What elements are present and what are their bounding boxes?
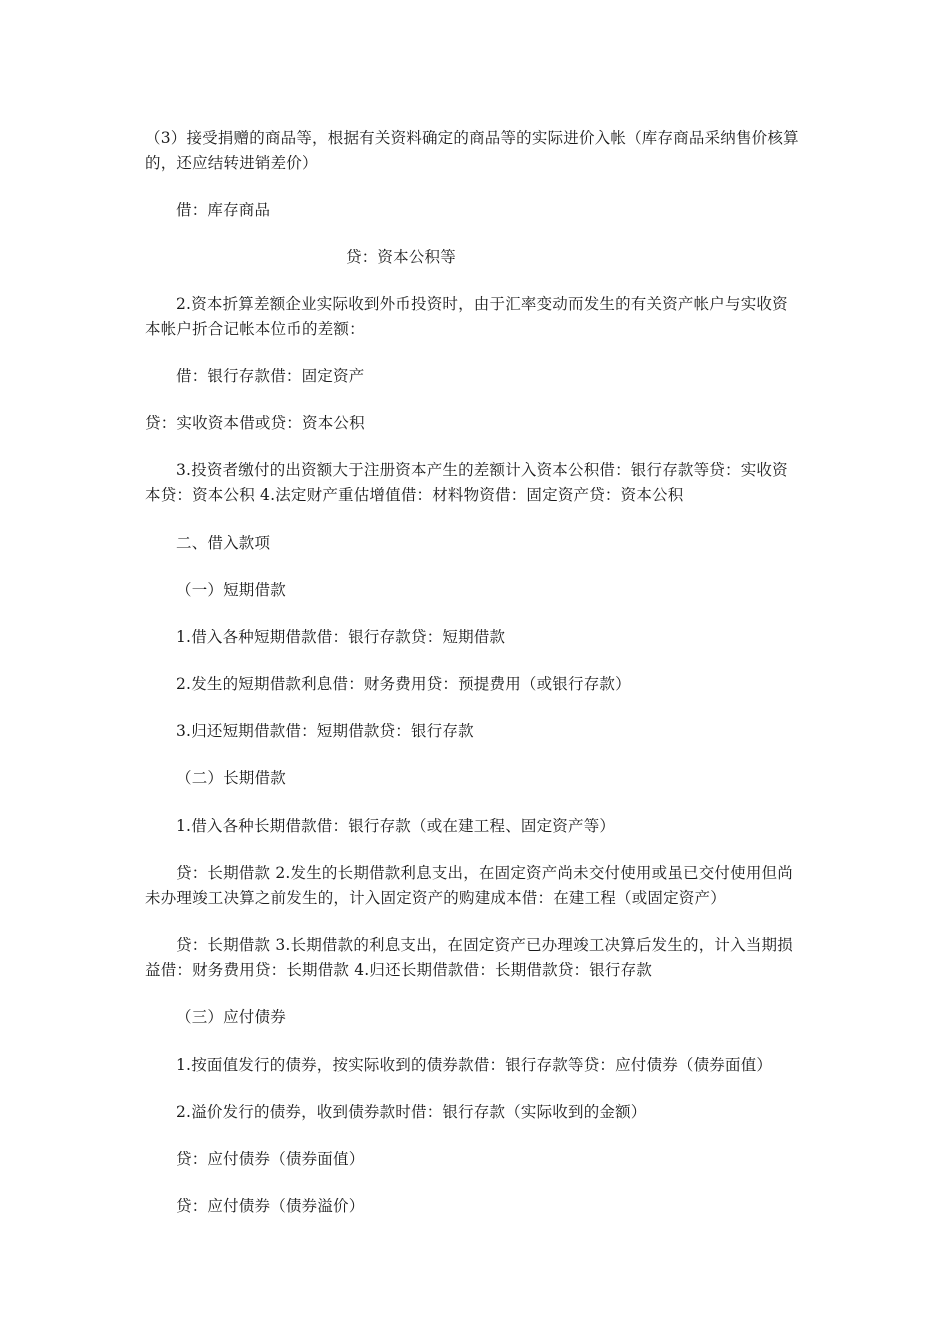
entry-credit-bonds-premium: 贷：应付债券（债券溢价）	[176, 1197, 365, 1215]
entry-credit-capital-reserve: 贷：资本公积等	[346, 248, 456, 266]
entry-long-term-borrow: 1.借入各种长期借款借：银行存款（或在建工程、固定资产等）	[176, 817, 616, 835]
entry-credit-bonds-par: 贷：应付债券（债券面值）	[176, 1150, 365, 1168]
entry-debit-inventory: 借：库存商品	[176, 201, 271, 219]
entry-bonds-par: 1.按面值发行的债券，按实际收到的债券款借：银行存款等贷：应付债券（债券面值）	[176, 1056, 773, 1074]
entry-credit-paid-in-capital: 贷：实收资本借或贷：资本公积	[145, 414, 365, 432]
paragraph-capital-conversion-line1: 2.资本折算差额企业实际收到外币投资时，由于汇率变动而发生的有关资产帐户与实收资	[176, 295, 788, 313]
paragraph-long-term-interest-line2: 未办理竣工决算之前发生的，计入固定资产的购建成本借：在建工程（或固定资产）	[145, 889, 726, 907]
subsection-heading-bonds-payable: （三）应付债券	[176, 1008, 286, 1026]
subsection-heading-long-term-loans: （二）长期借款	[176, 769, 286, 787]
paragraph-capital-conversion-line2: 本帐户折合记帐本位币的差额：	[145, 320, 365, 338]
paragraph-investor-contribution-line1: 3.投资者缴付的出资额大于注册资本产生的差额计入资本公积借：银行存款等贷：实收资	[176, 461, 788, 479]
paragraph-long-term-after-line1: 贷：长期借款 3.长期借款的利息支出，在固定资产已办理竣工决算后发生的，计入当期损	[176, 936, 793, 954]
entry-short-term-repay: 3.归还短期借款借：短期借款贷：银行存款	[176, 722, 474, 740]
entry-short-term-borrow: 1.借入各种短期借款借：银行存款贷：短期借款	[176, 628, 506, 646]
entry-bonds-premium: 2.溢价发行的债券，收到债券款时借：银行存款（实际收到的金额）	[176, 1103, 647, 1121]
entry-debit-bank-fixed-assets: 借：银行存款借：固定资产	[176, 367, 365, 385]
paragraph-donation-line1: （3）接受捐赠的商品等，根据有关资料确定的商品等的实际进价入帐（库存商品采纳售价核算	[145, 129, 799, 147]
section-heading-borrowings: 二、借入款项	[176, 534, 271, 552]
entry-short-term-interest: 2.发生的短期借款利息借：财务费用贷：预提费用（或银行存款）	[176, 675, 631, 693]
subsection-heading-short-term-loans: （一）短期借款	[176, 581, 286, 599]
paragraph-long-term-after-line2: 益借：财务费用贷：长期借款 4.归还长期借款借：长期借款贷：银行存款	[145, 961, 653, 979]
paragraph-donation-line2: 的，还应结转进销差价）	[145, 154, 318, 172]
paragraph-investor-contribution-line2: 本贷：资本公积 4.法定财产重估增值借：材料物资借：固定资产贷：资本公积	[145, 486, 684, 504]
paragraph-long-term-interest-line1: 贷：长期借款 2.发生的长期借款利息支出，在固定资产尚未交付使用或虽已交付使用但尚	[176, 864, 793, 882]
